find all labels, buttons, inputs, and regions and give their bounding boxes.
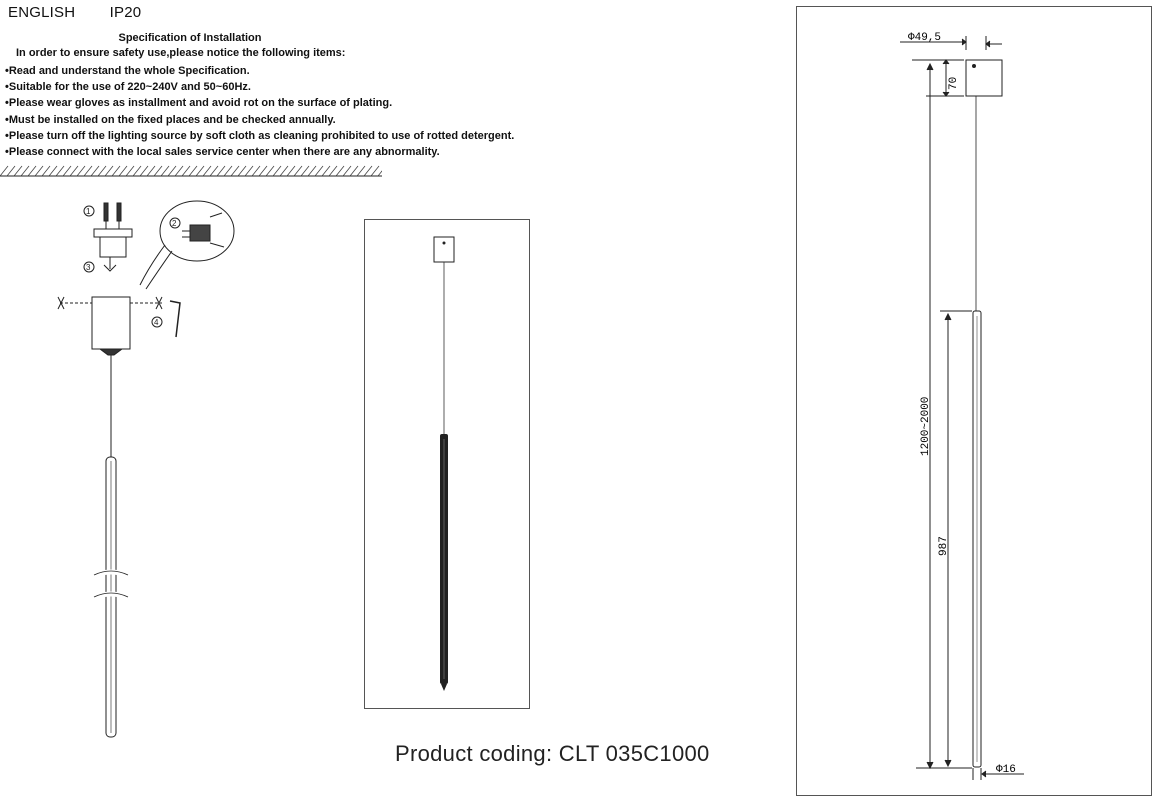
hatch-stroke <box>84 166 92 176</box>
canopy-shape <box>434 237 454 262</box>
spec-list <box>5 63 514 160</box>
hatch-stroke <box>210 166 218 176</box>
dimension-drawing <box>796 6 1152 796</box>
hatch-stroke <box>14 166 22 176</box>
hatch-stroke <box>371 166 379 176</box>
installation-diagram <box>0 195 260 745</box>
hatch-stroke <box>343 166 351 176</box>
language-label: ENGLISH <box>8 4 76 21</box>
product-coding: Product coding: CLT 035C1000 <box>395 741 710 766</box>
hatch-stroke <box>280 166 288 176</box>
hatch-stroke <box>336 166 344 176</box>
spec-item: • Please turn off the lighting source by soft cloth as cleaning prohibited to use of rotted detergent. <box>5 128 514 144</box>
hatch-stroke <box>245 166 253 176</box>
hatch-stroke <box>126 166 134 176</box>
hatch-stroke <box>308 166 316 176</box>
hatch-stroke <box>182 166 190 176</box>
document-header <box>8 4 171 21</box>
hatch-stroke <box>91 166 99 176</box>
hatch-stroke <box>189 166 197 176</box>
hatch-stroke <box>231 166 239 176</box>
hatch-stroke <box>252 166 260 176</box>
canopy-height-label: 70 <box>948 76 960 90</box>
hatch-stroke <box>56 166 64 176</box>
canopy-diameter-label: Φ49,5 <box>908 32 942 44</box>
hatch-stroke <box>357 166 365 176</box>
product-illustration <box>364 219 530 709</box>
hatch-stroke <box>175 166 183 176</box>
hatch-stroke <box>35 166 43 176</box>
hatch-stroke <box>259 166 267 176</box>
hatch-stroke <box>224 166 232 176</box>
canopy-mount-icon <box>58 297 180 355</box>
terminal-block-icon <box>140 201 234 289</box>
hatch-stroke <box>77 166 85 176</box>
hatch-stroke <box>266 166 274 176</box>
spec-item: • Suitable for the use of 220~240V and 50~60Hz. <box>5 79 514 95</box>
hatch-stroke <box>112 166 120 176</box>
spec-item: • Please connect with the local sales service center when there are any abnormality. <box>5 144 514 160</box>
hatch-stroke <box>98 166 106 176</box>
hatch-stroke <box>63 166 71 176</box>
hatch-stroke <box>119 166 127 176</box>
canopy-outline <box>966 60 1002 96</box>
hatch-stroke <box>301 166 309 176</box>
hatch-stroke <box>154 166 162 176</box>
hatch-stroke <box>133 166 141 176</box>
tube-diameter-label: Φ16 <box>996 764 1016 776</box>
hatch-stroke <box>350 166 358 176</box>
hatch-stroke <box>147 166 155 176</box>
step-4-label: 4 <box>154 318 159 327</box>
hatch-stroke <box>21 166 29 176</box>
ceiling-hatch <box>0 165 382 177</box>
step-3-label: 3 <box>86 263 91 272</box>
hatch-stroke <box>140 166 148 176</box>
hatch-stroke <box>273 166 281 176</box>
hatch-stroke <box>329 166 337 176</box>
canopy-dot <box>443 242 446 245</box>
hatch-stroke <box>49 166 57 176</box>
spec-item: • Read and understand the whole Specification. <box>5 63 514 79</box>
spec-item: • Please wear gloves as installment and avoid rot on the surface of plating. <box>5 95 514 111</box>
total-height-label: 1200~2000 <box>920 396 932 456</box>
tube-length-label: 987 <box>938 536 950 556</box>
hatch-stroke <box>196 166 204 176</box>
spec-title: Specification of Installation <box>118 32 262 44</box>
hatch-stroke <box>238 166 246 176</box>
hatch-stroke <box>28 166 36 176</box>
step-2-label: 2 <box>172 219 177 228</box>
hatch-stroke <box>42 166 50 176</box>
hatch-stroke <box>294 166 302 176</box>
hatch-stroke <box>378 166 382 176</box>
spec-item: • Must be installed on the fixed places and be checked annually. <box>5 112 514 128</box>
hatch-stroke <box>161 166 169 176</box>
tube-end-cap <box>441 684 447 691</box>
hatch-stroke <box>105 166 113 176</box>
step-1-label: 1 <box>86 207 91 216</box>
hatch-stroke <box>203 166 211 176</box>
hatch-stroke <box>322 166 330 176</box>
hatch-stroke <box>287 166 295 176</box>
hatch-stroke <box>168 166 176 176</box>
hatch-stroke <box>0 166 8 176</box>
hatch-stroke <box>364 166 372 176</box>
wire-connector-icon <box>84 203 132 272</box>
pendant-tube-icon <box>94 355 128 737</box>
hatch-stroke <box>217 166 225 176</box>
hatch-stroke <box>70 166 78 176</box>
ip-rating: IP20 <box>109 4 142 21</box>
hatch-stroke <box>315 166 323 176</box>
spec-intro: In order to ensure safety use,please notice the following items: <box>16 47 346 59</box>
hatch-stroke <box>7 166 15 176</box>
